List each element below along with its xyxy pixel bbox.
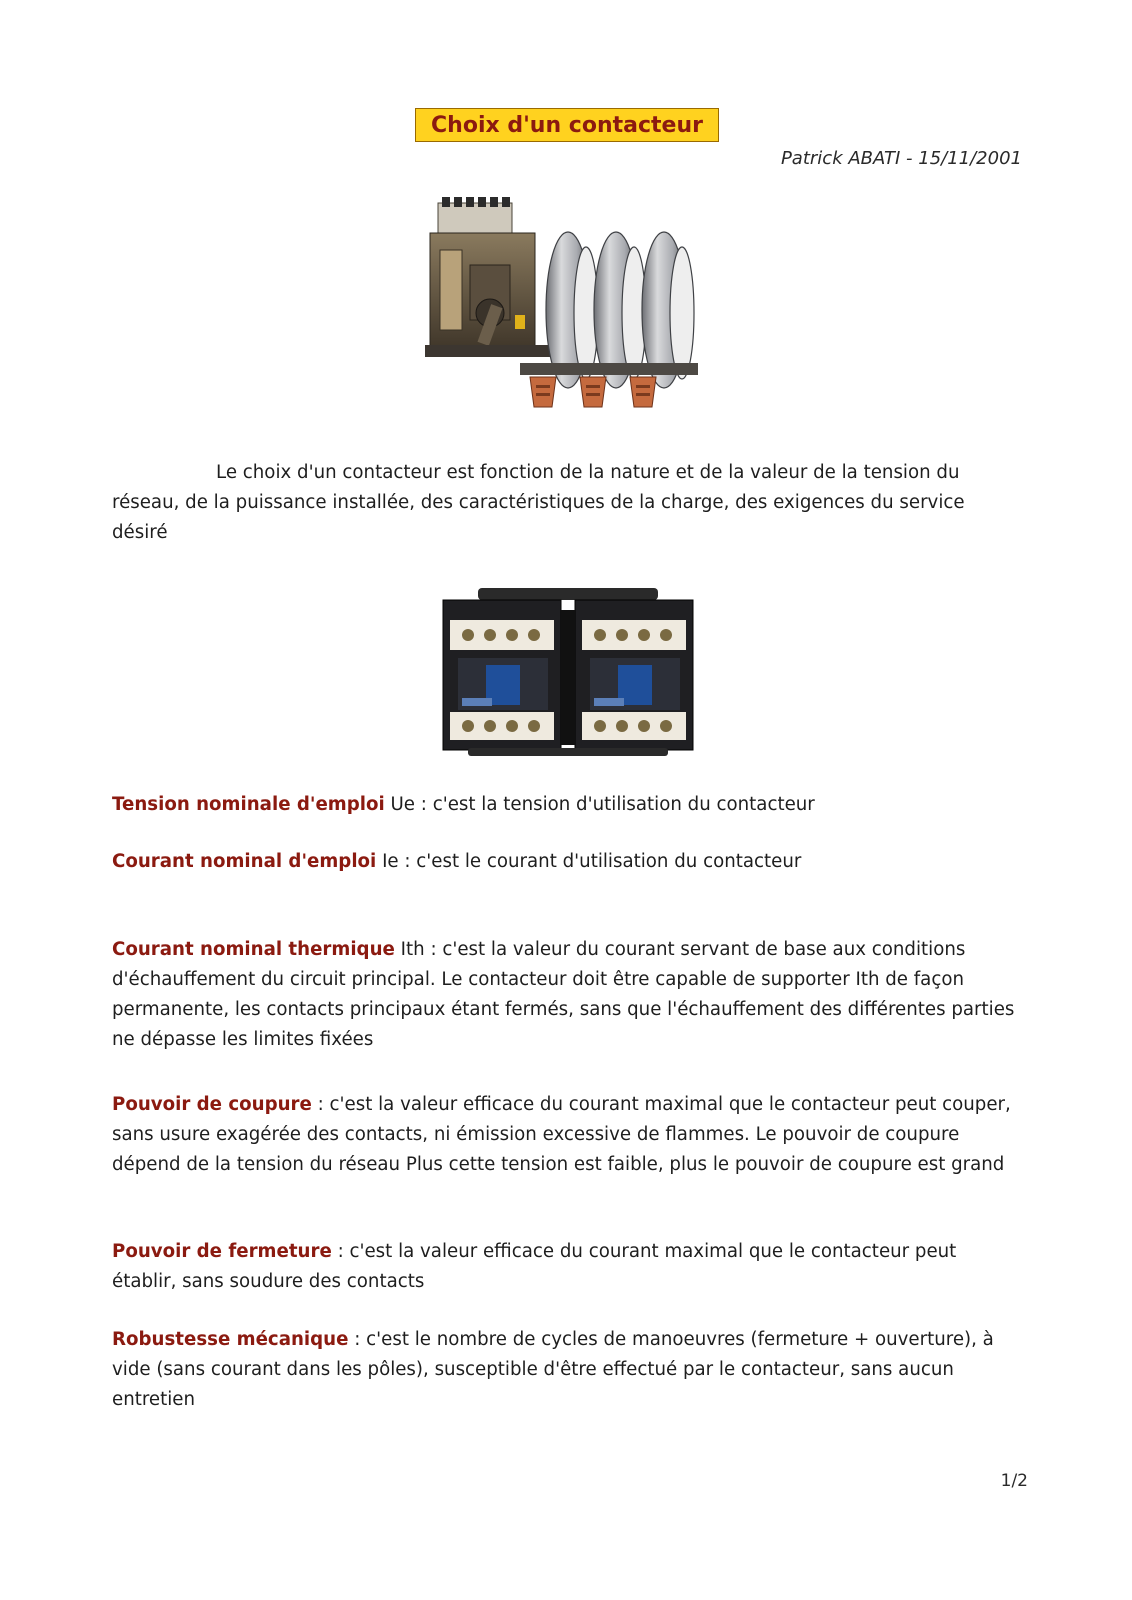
definition-term: Pouvoir de fermeture xyxy=(112,1241,332,1262)
intro-paragraph: Le choix d'un contacteur est fonction de la nature et de la valeur de la tension du réseau, de la puissance installée, des caractéristiques de la charge, des exigences du service désiré xyxy=(112,462,965,543)
definition-text: Ith : c'est la valeur du courant servant de base aux conditions d'échauffement du circuit principal. Le contacteur doit être capable de supporter Ith de façon permanente, les contacts principaux étant fermés, sans que l'échauffement des différentes parties ne dépasse les limites fixées xyxy=(112,939,1015,1050)
power-contactor-image xyxy=(420,195,710,430)
definition-text: : c'est la valeur efficace du courant maximal que le contacteur peut couper, sans usure exagérée des contacts, ni émission excessive de flammes. Le pouvoir de coupure dépend de la tension du réseau Plus cette tension est faible, plus le pouvoir de coupure est grand xyxy=(112,1094,1011,1175)
definition-text: : c'est la valeur efficace du courant maximal que le contacteur peut établir, sans soudure des contacts xyxy=(112,1241,957,1292)
author-date: Patrick ABATI - 15/11/2001 xyxy=(780,148,1022,169)
definition-tension-nominale xyxy=(112,790,1024,820)
definition-text: : c'est le nombre de cycles de manoeuvres (fermeture + ouverture), à vide (sans courant dans les pôles), susceptible d'être effectué par le contacteur, sans aucun entretien xyxy=(112,1329,994,1410)
definition-pouvoir-fermeture xyxy=(112,1237,1024,1297)
definition-term: Courant nominal d'emploi xyxy=(112,851,377,872)
reversing-contactor-image xyxy=(438,580,698,760)
definition-courant-emploi xyxy=(112,847,1024,877)
definition-term: Tension nominale d'emploi xyxy=(112,794,385,815)
definition-pouvoir-coupure xyxy=(112,1090,1024,1180)
definition-term: Pouvoir de coupure xyxy=(112,1094,312,1115)
title-box xyxy=(415,108,719,142)
definition-text: Ie : c'est le courant d'utilisation du contacteur xyxy=(376,851,802,872)
definition-courant-thermique xyxy=(112,935,1024,1055)
definition-term: Robustesse mécanique xyxy=(112,1329,349,1350)
definition-term: Courant nominal thermique xyxy=(112,939,395,960)
page-number: 1/2 xyxy=(1000,1471,1028,1491)
definition-text: Ue : c'est la tension d'utilisation du contacteur xyxy=(384,794,815,815)
page-title: Choix d'un contacteur xyxy=(431,112,703,138)
definition-robustesse-mecanique xyxy=(112,1325,1024,1415)
